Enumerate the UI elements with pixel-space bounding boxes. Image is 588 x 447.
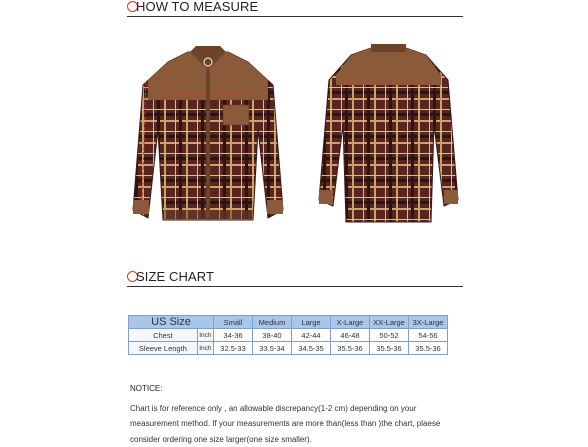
table-row [129,329,448,342]
section-title: HOW TO MEASURE [136,0,258,14]
table-header-row [129,316,448,329]
column-header: Large [292,316,331,329]
row-unit: Inch [197,342,213,355]
column-header: Small [214,316,253,329]
column-header: X-Large [331,316,370,329]
jacket-front-image [128,40,288,230]
notice-block [130,381,460,447]
row-label: Chest [129,329,198,342]
table-cell: 35.5-36 [409,342,448,355]
table-cell: 42-44 [292,329,331,342]
column-header: Medium [253,316,292,329]
row-unit: Inch [197,329,213,342]
table-cell: 32.5-33 [214,342,253,355]
table-cell: 33.5-34 [253,342,292,355]
row-label: Sleeve Length [129,342,198,355]
table-cell: 35.5-36 [370,342,409,355]
notice-body: Chart is for reference only , an allowable discrepancy(1-2 cm) depending on your measurement method. If your measurements are more than(less than )the chart, plaese consider ordering one size larger(one size smaller). [130,401,460,447]
size-chart-table [128,315,448,355]
table-cell: 46-48 [331,329,370,342]
table-row [129,342,448,355]
table-cell: 54-56 [409,329,448,342]
table-cell: 35.5-36 [331,342,370,355]
notice-title: NOTICE: [130,381,460,397]
jacket-back-image [316,40,461,230]
size-chart-heading [127,270,463,287]
column-header: XX-Large [370,316,409,329]
table-cell: 50-52 [370,329,409,342]
us-size-header: US Size [129,316,214,329]
table-cell: 38-40 [253,329,292,342]
column-header: 3X-Large [409,316,448,329]
how-to-measure-heading [127,0,463,17]
table-cell: 34-36 [214,329,253,342]
section-title: SIZE CHART [136,269,214,284]
table-cell: 34.5-35 [292,342,331,355]
